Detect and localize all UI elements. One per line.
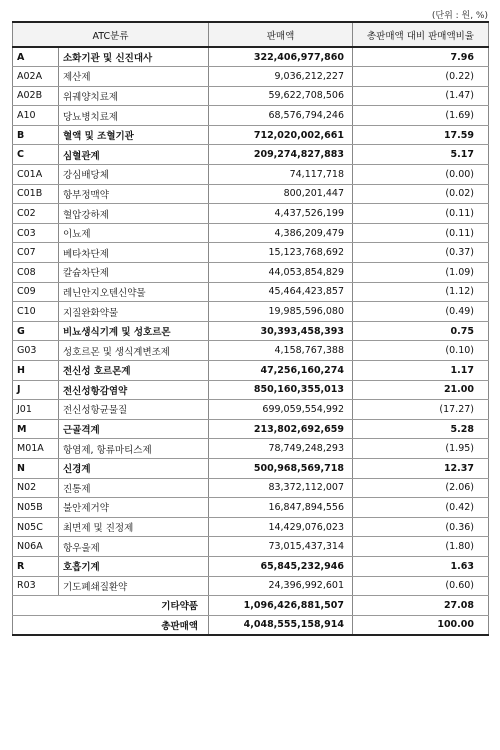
table-row — [13, 498, 489, 518]
summary-label-cell: 기타약품 — [13, 596, 209, 616]
table-row — [13, 106, 489, 126]
atc-name-cell: 비뇨생식기계 및 성호르몬 — [59, 321, 209, 341]
ratio-cell: (2.06) — [353, 478, 489, 498]
atc-name-cell: 혈압강하제 — [59, 204, 209, 224]
sales-cell: 4,386,209,479 — [209, 223, 353, 243]
atc-name-cell: 근골격계 — [59, 419, 209, 439]
sales-cell: 73,015,437,314 — [209, 537, 353, 557]
atc-code-cell: R — [13, 556, 59, 576]
ratio-cell: (0.11) — [353, 223, 489, 243]
atc-name-cell: 이뇨제 — [59, 223, 209, 243]
sales-cell: 699,059,554,992 — [209, 400, 353, 420]
ratio-cell: (1.95) — [353, 439, 489, 459]
table-row — [13, 478, 489, 498]
ratio-cell: (0.37) — [353, 243, 489, 263]
sales-cell: 78,749,248,293 — [209, 439, 353, 459]
table-row — [13, 458, 489, 478]
sales-cell: 19,985,596,080 — [209, 302, 353, 322]
header-ratio: 총판매액 대비 판매액비율 — [353, 22, 489, 47]
ratio-cell: 17.59 — [353, 125, 489, 145]
table-row — [13, 302, 489, 322]
ratio-cell: 5.17 — [353, 145, 489, 165]
table-row — [13, 380, 489, 400]
sales-cell: 9,036,212,227 — [209, 67, 353, 87]
sales-cell: 4,158,767,388 — [209, 341, 353, 361]
table-row — [13, 204, 489, 224]
ratio-cell: 1.63 — [353, 556, 489, 576]
atc-code-cell: N06A — [13, 537, 59, 557]
atc-code-cell: C07 — [13, 243, 59, 263]
ratio-cell: 7.96 — [353, 47, 489, 67]
sales-cell: 45,464,423,857 — [209, 282, 353, 302]
atc-name-cell: 성호르몬 및 생식계변조제 — [59, 341, 209, 361]
table-row — [13, 537, 489, 557]
sales-cell: 30,393,458,393 — [209, 321, 353, 341]
table-row — [13, 47, 489, 67]
sales-cell: 850,160,355,013 — [209, 380, 353, 400]
atc-name-cell: 전신성항감염약 — [59, 380, 209, 400]
table-row — [13, 223, 489, 243]
atc-code-cell: A02B — [13, 86, 59, 106]
sales-cell: 213,802,692,659 — [209, 419, 353, 439]
summary-label-cell: 총판매액 — [13, 615, 209, 635]
sales-cell: 24,396,992,601 — [209, 576, 353, 596]
atc-name-cell: 칼슘차단제 — [59, 263, 209, 283]
ratio-cell: (1.12) — [353, 282, 489, 302]
atc-sales-table — [12, 21, 489, 636]
sales-cell: 65,845,232,946 — [209, 556, 353, 576]
sales-cell: 14,429,076,023 — [209, 517, 353, 537]
atc-name-cell: 불안제거약 — [59, 498, 209, 518]
sales-cell: 500,968,569,718 — [209, 458, 353, 478]
table-header-row — [13, 22, 489, 47]
atc-code-cell: C — [13, 145, 59, 165]
header-sales: 판매액 — [209, 22, 353, 47]
ratio-cell: (0.10) — [353, 341, 489, 361]
ratio-cell: 27.08 — [353, 596, 489, 616]
ratio-cell: (0.22) — [353, 67, 489, 87]
atc-code-cell: G03 — [13, 341, 59, 361]
ratio-cell: (1.47) — [353, 86, 489, 106]
sales-cell: 800,201,447 — [209, 184, 353, 204]
atc-name-cell: 항우울제 — [59, 537, 209, 557]
sales-cell: 83,372,112,007 — [209, 478, 353, 498]
atc-code-cell: G — [13, 321, 59, 341]
atc-code-cell: A — [13, 47, 59, 67]
header-atc: ATC분류 — [13, 22, 209, 47]
table-row — [13, 576, 489, 596]
atc-name-cell: 강심배당체 — [59, 165, 209, 185]
table-row — [13, 67, 489, 87]
table-row — [13, 321, 489, 341]
atc-name-cell: 혈액 및 조혈기관 — [59, 125, 209, 145]
table-body — [13, 47, 489, 635]
summary-row — [13, 615, 489, 635]
ratio-cell: (1.69) — [353, 106, 489, 126]
ratio-cell: 0.75 — [353, 321, 489, 341]
atc-name-cell: 전신성항균물질 — [59, 400, 209, 420]
atc-code-cell: A02A — [13, 67, 59, 87]
atc-code-cell: C01B — [13, 184, 59, 204]
atc-code-cell: C09 — [13, 282, 59, 302]
table-row — [13, 125, 489, 145]
atc-name-cell: 진통제 — [59, 478, 209, 498]
atc-name-cell: 레닌안지오텐신약물 — [59, 282, 209, 302]
atc-code-cell: J — [13, 380, 59, 400]
atc-name-cell: 지질완화약물 — [59, 302, 209, 322]
atc-code-cell: C01A — [13, 165, 59, 185]
atc-name-cell: 호흡기계 — [59, 556, 209, 576]
ratio-cell: (0.02) — [353, 184, 489, 204]
table-row — [13, 86, 489, 106]
atc-name-cell: 위궤양치료제 — [59, 86, 209, 106]
atc-name-cell: 항부정맥약 — [59, 184, 209, 204]
atc-code-cell: C03 — [13, 223, 59, 243]
atc-name-cell: 심혈관계 — [59, 145, 209, 165]
table-row — [13, 184, 489, 204]
table-row — [13, 556, 489, 576]
ratio-cell: (0.36) — [353, 517, 489, 537]
ratio-cell: (0.49) — [353, 302, 489, 322]
ratio-cell: (17.27) — [353, 400, 489, 420]
summary-row — [13, 596, 489, 616]
atc-code-cell: R03 — [13, 576, 59, 596]
atc-code-cell: C02 — [13, 204, 59, 224]
atc-code-cell: A10 — [13, 106, 59, 126]
atc-code-cell: M — [13, 419, 59, 439]
ratio-cell: (0.60) — [353, 576, 489, 596]
sales-cell: 44,053,854,829 — [209, 263, 353, 283]
atc-code-cell: C10 — [13, 302, 59, 322]
table-row — [13, 341, 489, 361]
sales-cell: 209,274,827,883 — [209, 145, 353, 165]
sales-cell: 74,117,718 — [209, 165, 353, 185]
sales-cell: 59,622,708,506 — [209, 86, 353, 106]
sales-cell: 16,847,894,556 — [209, 498, 353, 518]
sales-cell: 4,048,555,158,914 — [209, 615, 353, 635]
atc-name-cell: 항염제, 항류마티스제 — [59, 439, 209, 459]
ratio-cell: 1.17 — [353, 361, 489, 381]
atc-name-cell: 소화기관 및 신진대사 — [59, 47, 209, 67]
atc-code-cell: N — [13, 458, 59, 478]
atc-code-cell: N02 — [13, 478, 59, 498]
ratio-cell: (1.80) — [353, 537, 489, 557]
atc-code-cell: C08 — [13, 263, 59, 283]
sales-cell: 1,096,426,881,507 — [209, 596, 353, 616]
ratio-cell: (0.42) — [353, 498, 489, 518]
atc-code-cell: M01A — [13, 439, 59, 459]
table-row — [13, 165, 489, 185]
ratio-cell: (0.00) — [353, 165, 489, 185]
sales-cell: 322,406,977,860 — [209, 47, 353, 67]
atc-name-cell: 제산제 — [59, 67, 209, 87]
sales-cell: 68,576,794,246 — [209, 106, 353, 126]
atc-name-cell: 기도폐쇄질환약 — [59, 576, 209, 596]
sales-cell: 712,020,002,661 — [209, 125, 353, 145]
ratio-cell: 12.37 — [353, 458, 489, 478]
table-row — [13, 400, 489, 420]
table-row — [13, 419, 489, 439]
ratio-cell: 5.28 — [353, 419, 489, 439]
unit-note: (단위 : 원, %) — [431, 11, 488, 21]
atc-name-cell: 신경계 — [59, 458, 209, 478]
atc-code-cell: N05C — [13, 517, 59, 537]
ratio-cell: (1.09) — [353, 263, 489, 283]
sales-cell: 4,437,526,199 — [209, 204, 353, 224]
sales-cell: 15,123,768,692 — [209, 243, 353, 263]
atc-code-cell: J01 — [13, 400, 59, 420]
table-row — [13, 361, 489, 381]
atc-name-cell: 전신성 호르몬계 — [59, 361, 209, 381]
table-row — [13, 282, 489, 302]
atc-name-cell: 최면제 및 진정제 — [59, 517, 209, 537]
atc-code-cell: N05B — [13, 498, 59, 518]
table-row — [13, 263, 489, 283]
atc-name-cell: 베타차단제 — [59, 243, 209, 263]
atc-name-cell: 당뇨병치료제 — [59, 106, 209, 126]
ratio-cell: 100.00 — [353, 615, 489, 635]
sales-cell: 47,256,160,274 — [209, 361, 353, 381]
ratio-cell: 21.00 — [353, 380, 489, 400]
table-row — [13, 439, 489, 459]
table-row — [13, 145, 489, 165]
atc-code-cell: B — [13, 125, 59, 145]
atc-code-cell: H — [13, 361, 59, 381]
ratio-cell: (0.11) — [353, 204, 489, 224]
table-row — [13, 517, 489, 537]
table-row — [13, 243, 489, 263]
